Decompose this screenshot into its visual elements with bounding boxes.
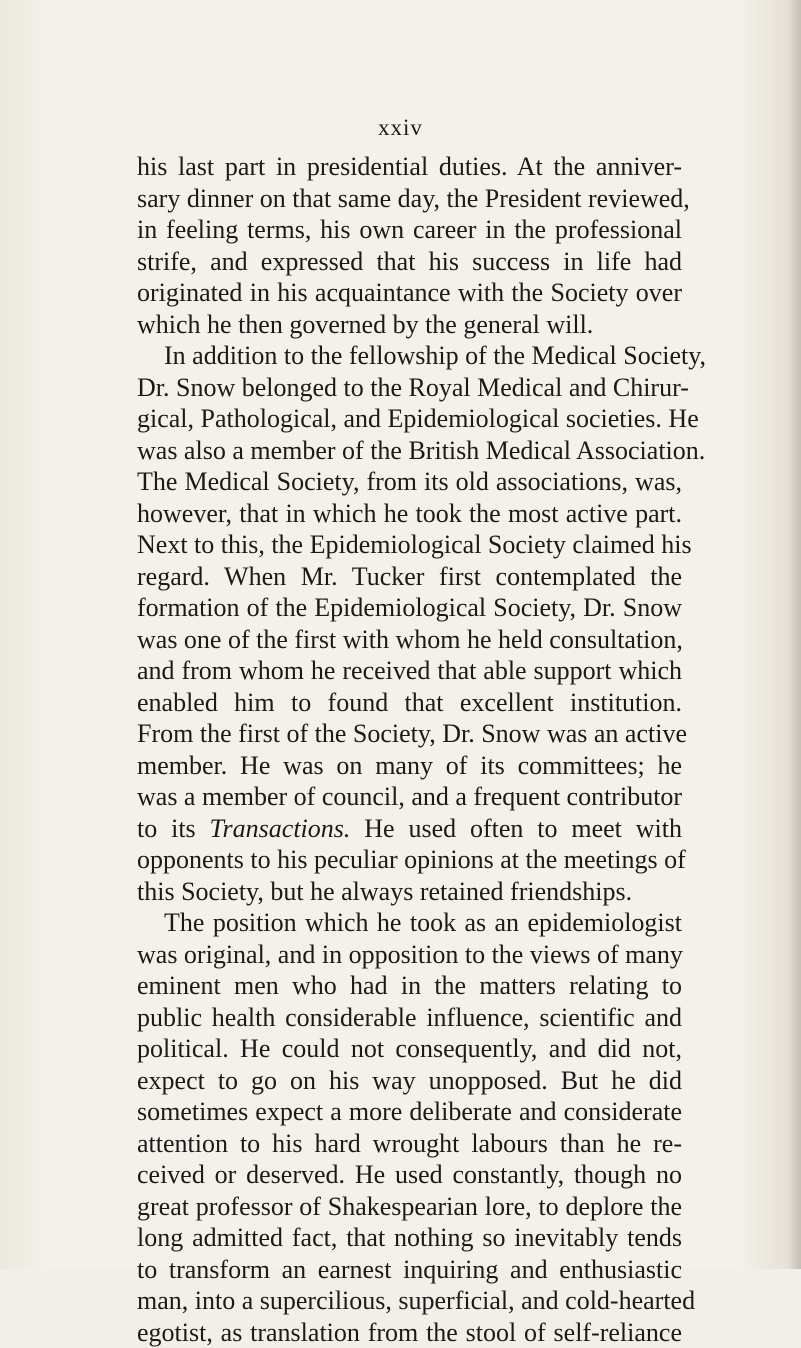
- text-line: was also a member of the British Medical Association.: [137, 435, 682, 467]
- text-run: to its: [137, 814, 210, 843]
- italic-title: Transactions.: [210, 814, 351, 843]
- text-line: great professor of Shakespearian lore, to deplore the: [137, 1191, 682, 1223]
- text-line: originated in his acquaintance with the Society over: [137, 277, 682, 309]
- text-line: political. He could not consequently, and did not,: [137, 1033, 682, 1065]
- text-line: and from whom he received that able support which: [137, 655, 682, 687]
- text-line: opponents to his peculiar opinions at the meetings of: [137, 844, 682, 876]
- page-number: xxiv: [0, 113, 801, 143]
- text-line: which he then governed by the general will.: [137, 309, 682, 341]
- text-line: sary dinner on that same day, the President reviewed,: [137, 183, 682, 215]
- text-line: however, that in which he took the most active part.: [137, 498, 682, 530]
- text-line: Dr. Snow belonged to the Royal Medical and Chirur-: [137, 372, 682, 404]
- text-line: Next to this, the Epidemiological Society claimed his: [137, 529, 682, 561]
- text-line: formation of the Epidemiological Society, Dr. Snow: [137, 592, 682, 624]
- text-line: man, into a supercilious, superficial, and cold-hearted: [137, 1285, 682, 1317]
- text-run: He used often to meet with: [350, 814, 682, 843]
- text-line: gical, Pathological, and Epidemiological societies. He: [137, 403, 682, 435]
- text-line: was a member of council, and a frequent contributor: [137, 781, 682, 813]
- text-line: ceived or deserved. He used constantly, though no: [137, 1159, 682, 1191]
- text-line: enabled him to found that excellent institution.: [137, 687, 682, 719]
- text-line: regard. When Mr. Tucker first contemplated the: [137, 561, 682, 593]
- text-line: member. He was on many of its committees; he: [137, 750, 682, 782]
- text-line: attention to his hard wrought labours than he re-: [137, 1128, 682, 1160]
- text-line: [137, 813, 682, 845]
- body-text: [137, 151, 682, 1348]
- text-line: eminent men who had in the matters relating to: [137, 970, 682, 1002]
- text-line: in feeling terms, his own career in the professional: [137, 214, 682, 246]
- text-line: was one of the first with whom he held consultation,: [137, 624, 682, 656]
- text-line: to transform an earnest inquiring and enthusiastic: [137, 1254, 682, 1286]
- text-line: public health considerable influence, scientific and: [137, 1002, 682, 1034]
- text-line: long admitted fact, that nothing so inevitably tends: [137, 1222, 682, 1254]
- text-line: egotist, as translation from the stool of self-reliance: [137, 1317, 682, 1348]
- page-edge-shadow: [787, 0, 801, 1269]
- text-line: The Medical Society, from its old associations, was,: [137, 466, 682, 498]
- text-line: was original, and in opposition to the views of many: [137, 939, 682, 971]
- text-line: expect to go on his way unopposed. But he did: [137, 1065, 682, 1097]
- text-line: his last part in presidential duties. At the anniver-: [137, 151, 682, 183]
- text-line: From the first of the Society, Dr. Snow was an active: [137, 718, 682, 750]
- text-line: sometimes expect a more deliberate and considerate: [137, 1096, 682, 1128]
- text-line: strife, and expressed that his success in life had: [137, 246, 682, 278]
- text-line: In addition to the fellowship of the Medical Society,: [137, 340, 682, 372]
- text-line: this Society, but he always retained friendships.: [137, 876, 682, 908]
- text-line: The position which he took as an epidemiologist: [137, 907, 682, 939]
